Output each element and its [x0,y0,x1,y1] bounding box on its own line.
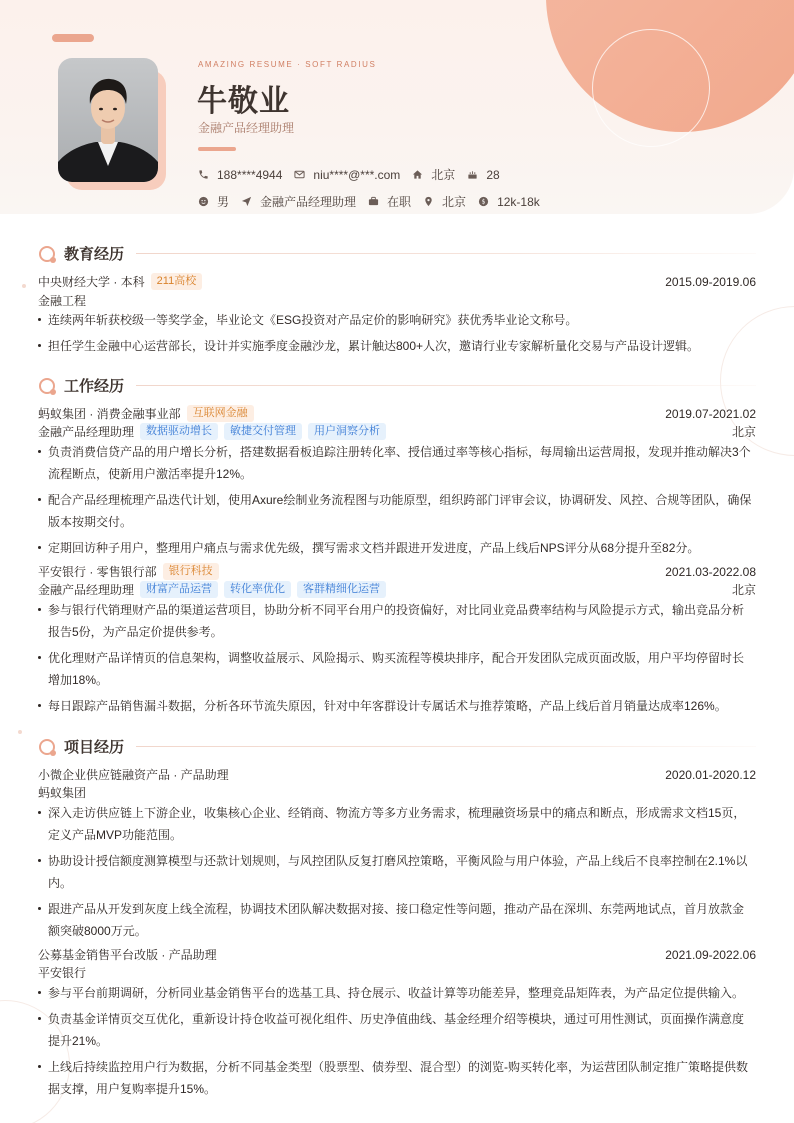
project-header [38,946,756,963]
bullet-line: 深入走访供应链上下游企业，收集核心企业、经销商、物流方等多方业务需求，梳理融资场景中的痛点和断点，形成需求文档15页， [48,806,746,820]
bullet-line: 配合产品经理梳理产品迭代计划，使用Axure绘制业务流程图与功能原型，组织跨部门评审会议，协调研发、风控、合规等团队，确保 [48,493,752,507]
salary-icon [478,196,489,207]
bullet-line: 内。 [48,876,73,890]
profile-photo [58,58,158,182]
project-header [38,766,756,783]
section-education [38,243,756,264]
briefcase-icon [368,196,379,207]
candidate-title: 金融产品经理助理 [198,121,295,135]
cake-icon [467,169,478,180]
bullet-line: 定义产品MVP功能范围。 [48,828,183,842]
project-date: 2020.01-2020.12 [665,767,756,782]
bullet-line: 参与银行代销理财产品的渠道运营项目，协助分析不同平台用户的投资偏好，对比同业竞品费率结构与风险提示方式，输出竞品分析 [48,603,745,617]
education-bullet: 担任学生金融中心运营部长，设计并实施季度金融沙龙，累计触达800+人次，邀请行业专家解析量化交易与产品设计逻辑。 [38,335,756,357]
profile-row [198,193,552,210]
name-underline [198,147,236,151]
phone-text: 188****4944 [217,167,283,182]
bullet-line: 跟进产品从开发到灰度上线全流程，协调技术团队解决数据对接、接口稳定性等问题，推动产品在深圳、东莞两地试点，首月放款金 [48,902,745,916]
work-header [38,405,756,422]
section-divider [136,746,756,747]
project-org: 平安银行 [38,966,87,980]
section-title: 教育经历 [64,246,125,263]
job-title: 金融产品经理助理 [38,425,135,439]
project-bullet [38,1008,756,1052]
bullet-line: 据支撑，用户复购率提升15%。 [48,1082,217,1096]
section-title: 工作经历 [64,378,125,395]
bullet-line: 协助设计授信额度测算模型与还款计划规则，与风控团队反复打磨风控策略，平衡风险与用户体验，产品上线后不良率控制在2.1%以 [48,854,748,868]
education-header [38,273,756,290]
work-city: 北京 [731,425,756,439]
work-bullet: 每日跟踪产品销售漏斗数据，分析各环节流失原因，针对中年客群设计专属话术与推荐策略，产品上线后首月销量达成率126%。 [38,695,756,717]
project-name: 小微企业供应链融资产品 · 产品助理 [38,768,229,782]
industry-tag: 银行科技 [163,563,219,580]
send-icon [241,196,252,207]
skill-tag: 客群精细化运营 [297,581,386,598]
email-text: niu****@***.com [313,167,401,182]
tagline: AMAZING RESUME · SOFT RADIUS [198,60,377,69]
bullet-line: 报告5份，为产品定价提供参考。 [48,625,223,639]
work-bullet [38,441,756,485]
target-role-text: 金融产品经理助理 [260,195,357,209]
work-role-row [38,581,756,598]
bullet-line: 流程断点，使新用户激活率提升12%。 [48,467,253,481]
target-role-item [241,193,356,210]
bullet-line: 优化理财产品详情页的信息架构，调整收益展示、风险揭示、购买流程等模块排序，配合开发团队完成页面改版，用户平均停留时长 [48,651,745,665]
work-city: 北京 [731,583,756,597]
section-work [38,375,756,396]
gender-item [198,193,229,210]
project-name: 公募基金销售平台改版 · 产品助理 [38,948,217,962]
salary-item [478,195,540,209]
company-name: 平安银行 · 零售银行部 [38,565,157,579]
bullet-line: 提升21%。 [48,1034,109,1048]
gender-text: 男 [217,195,230,209]
job-title: 金融产品经理助理 [38,583,135,597]
work-bullet [38,647,756,691]
status-item [368,193,411,210]
bullet-line: 负责基金详情页交互优化，重新设计持仓收益可视化组件、历史净值曲线、基金经理介绍等模块，通过可用性测试，页面操作满意度 [48,1012,745,1026]
gender-icon [198,196,209,207]
decorative-dot [18,730,22,734]
accent-bar [52,34,94,42]
email-item [294,168,400,182]
section-title: 项目经历 [64,739,125,756]
work-date: 2019.07-2021.02 [665,406,756,421]
work-date: 2021.03-2022.08 [665,564,756,579]
magnifier-icon [38,737,58,757]
decorative-ring [592,29,710,147]
bullet-line: 负责消费信贷产品的用户增长分析，搭建数据看板追踪注册转化率、授信通过率等核心指标，每周输出运营周报，发现并推动解决3个 [48,445,751,459]
section-projects [38,736,756,757]
home-icon [412,169,423,180]
location-pin-icon [423,196,434,207]
mail-icon [294,169,305,180]
target-city-text: 北京 [442,195,467,209]
school-tag: 211高校 [151,273,203,290]
decorative-dot [22,284,26,288]
bullet-line: 版本按期交付。 [48,515,133,529]
section-divider [136,385,756,386]
magnifier-icon [38,244,58,264]
residence-item [412,166,455,183]
work-bullet: 定期回访种子用户，整理用户痛点与需求优先级，撰写需求文档并跟进开发进度，产品上线后NPS评分从68分提升至82分。 [38,537,756,559]
work-bullet [38,489,756,533]
project-bullet [38,1056,756,1100]
age-text: 28 [486,167,500,182]
education-bullet: 连续两年斩获校级一等奖学金，毕业论文《ESG投资对产品定价的影响研究》获优秀毕业论文称号。 [38,309,756,331]
school-name: 中央财经大学 · 本科 [38,275,145,289]
candidate-name: 牛敬业 [197,85,290,118]
industry-tag: 互联网金融 [187,405,254,422]
major: 金融工程 [38,294,87,308]
project-bullet [38,802,756,846]
bullet-line: 额突破8000万元。 [48,924,147,938]
education-major-row [38,292,756,309]
work-role-row [38,423,756,440]
status-text: 在职 [387,195,412,209]
salary-text: 12k-18k [497,194,540,209]
project-bullet [38,850,756,894]
project-bullet [38,898,756,942]
project-org-row [38,964,756,981]
project-org-row [38,784,756,801]
education-date: 2015.09-2019.06 [665,274,756,289]
phone-item [198,168,282,182]
company-name: 蚂蚁集团 · 消费金融事业部 [38,407,181,421]
skill-tag: 财富产品运营 [140,581,218,598]
skill-tag: 敏捷交付管理 [224,423,302,440]
skill-tag: 用户洞察分析 [308,423,386,440]
svg-text:$: $ [481,198,486,206]
work-bullet [38,599,756,643]
project-bullet: 参与平台前期调研，分析同业基金销售平台的选基工具、持仓展示、收益计算等功能差异，整理竞品矩阵表，为产品定位提供输入。 [38,982,756,1004]
target-city-item [423,193,466,210]
phone-icon [198,169,209,180]
section-divider [136,253,756,254]
residence-text: 北京 [431,168,456,182]
age-item [467,168,499,182]
work-header [38,563,756,580]
skill-tag: 转化率优化 [224,581,291,598]
bullet-line: 增加18%。 [48,673,109,687]
magnifier-icon [38,376,58,396]
project-date: 2021.09-2022.06 [665,947,756,962]
skill-tag: 数据驱动增长 [140,423,218,440]
project-org: 蚂蚁集团 [38,786,87,800]
contact-row [198,166,512,183]
bullet-line: 上线后持续监控用户行为数据，分析不同基金类型（股票型、债券型、混合型）的浏览-购买转化率，为运营团队制定推广策略提供数 [48,1060,749,1074]
